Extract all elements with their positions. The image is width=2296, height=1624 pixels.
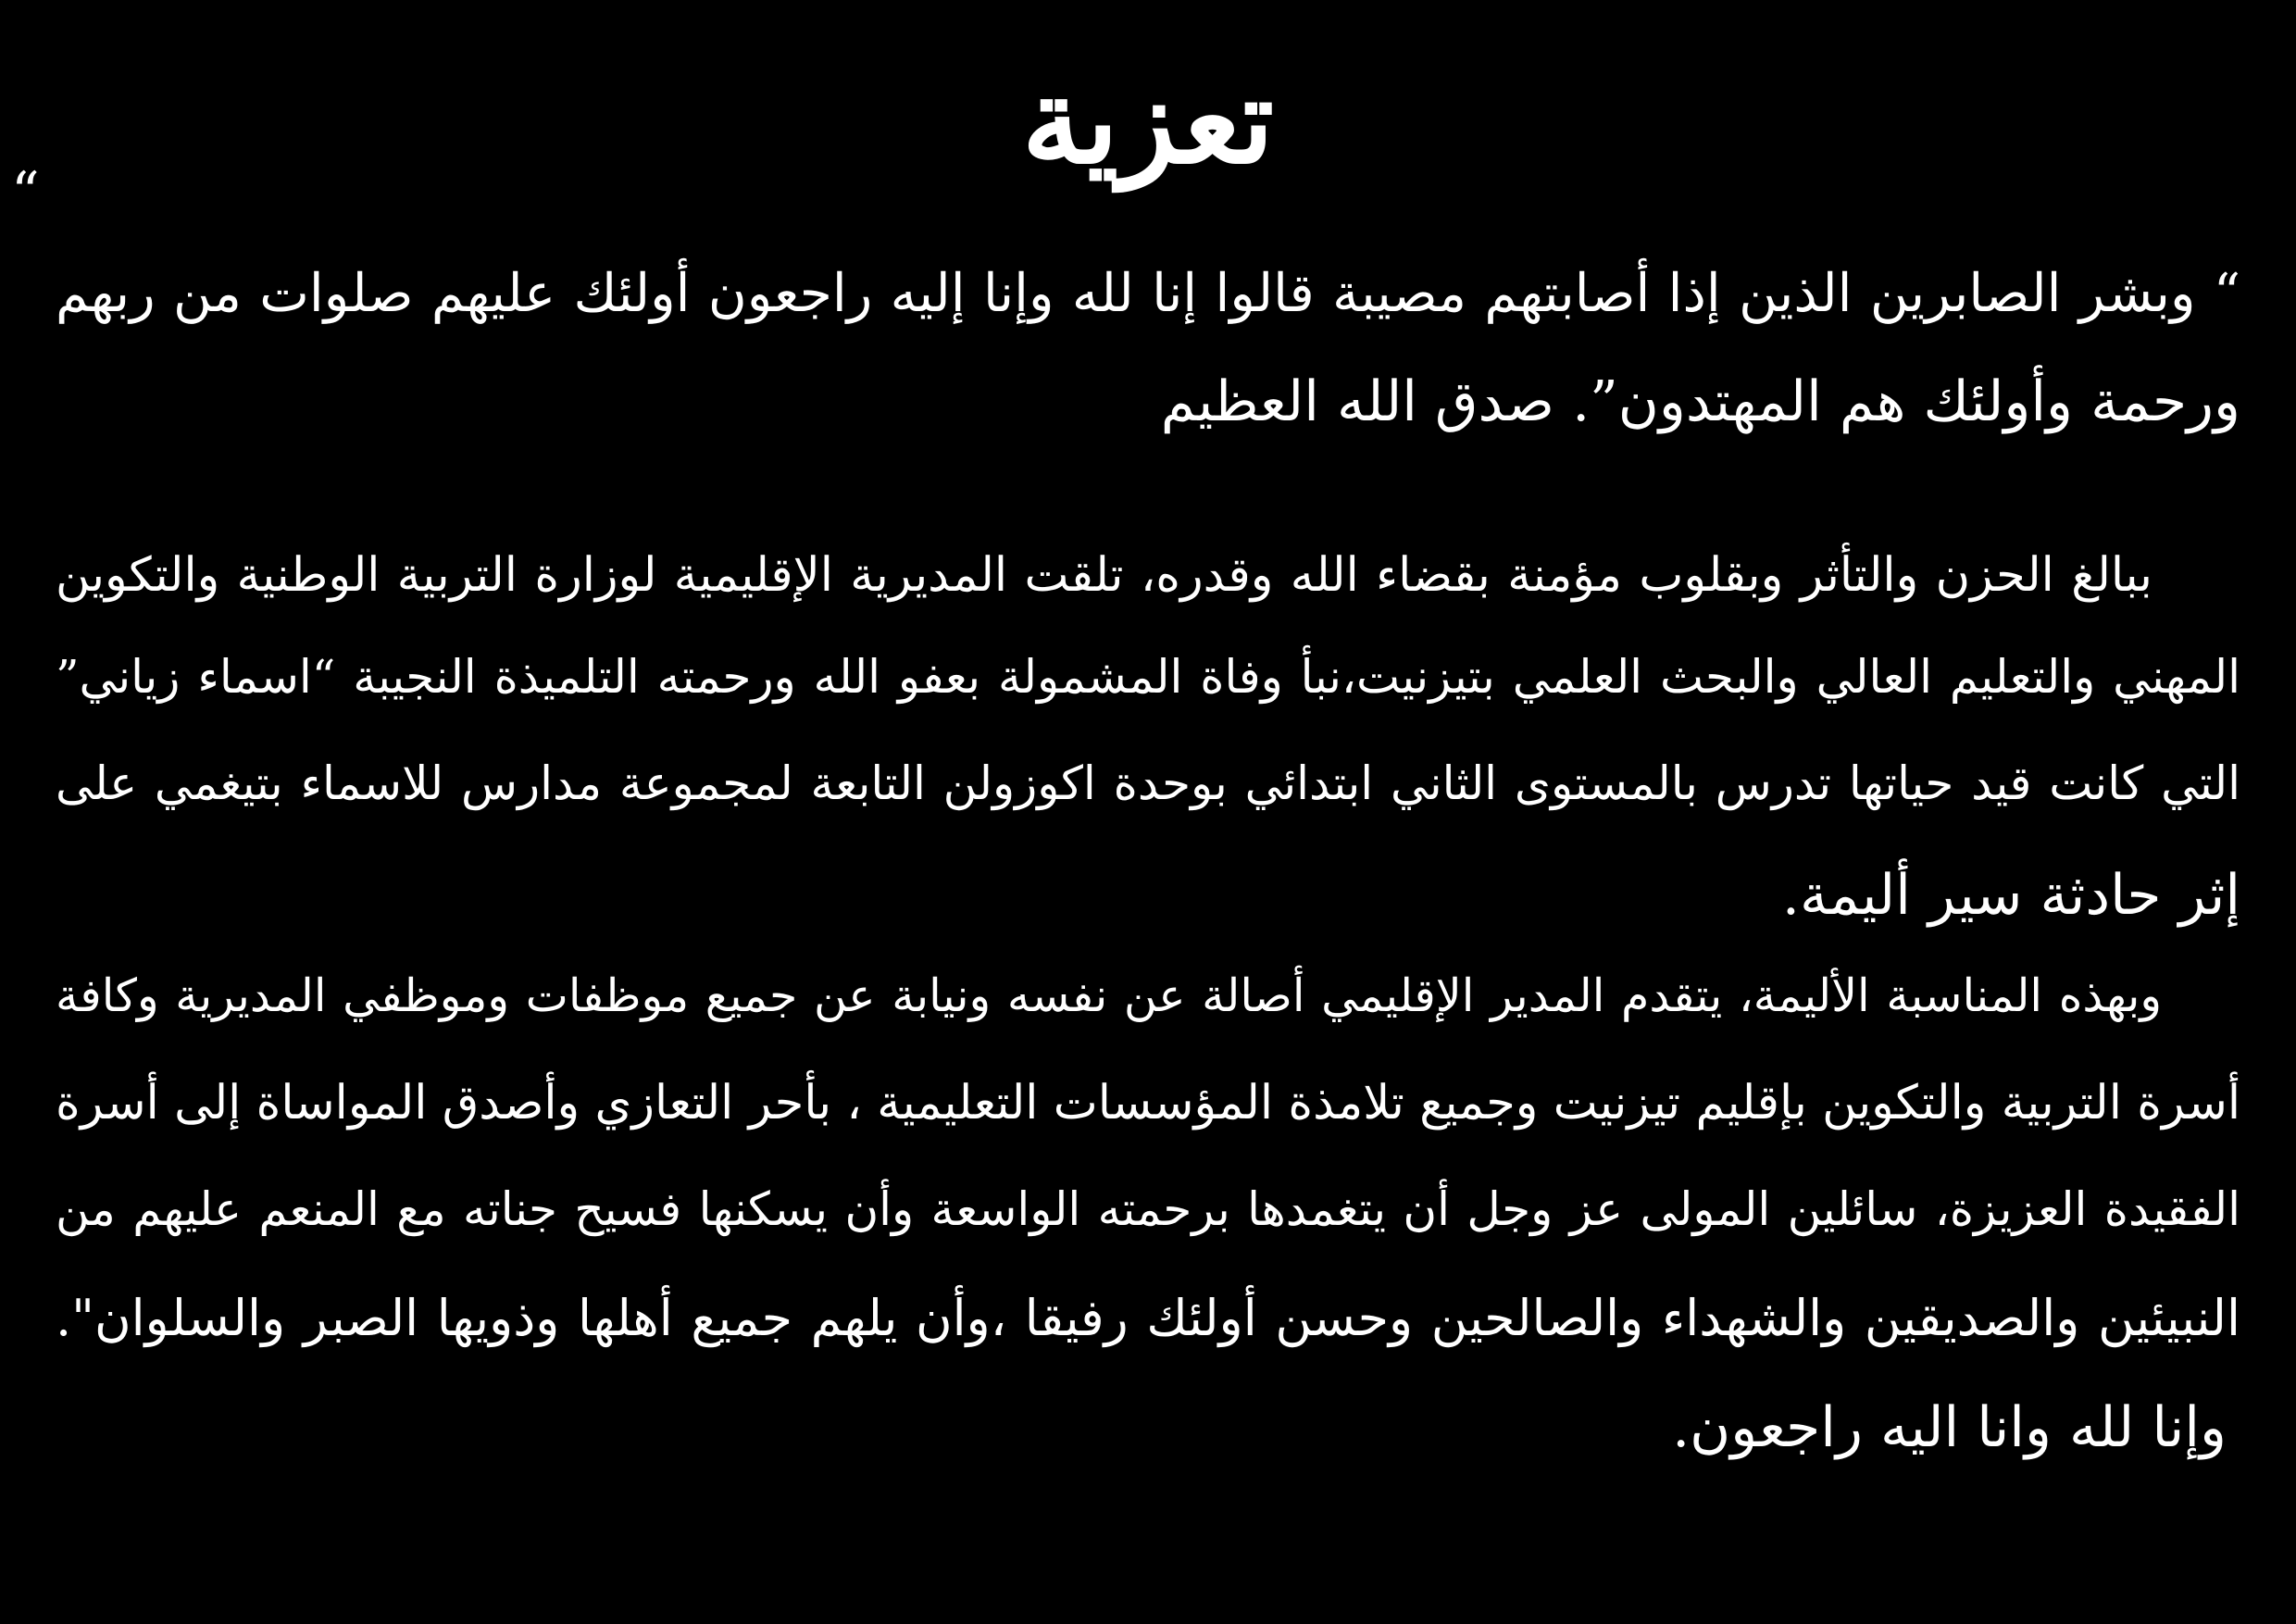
verse-line: ورحمة وأولئك هم المهتدون”. صدق الله العظيم <box>1160 369 2240 434</box>
verse-line: “ وبشر الصابرين الذين إذا أصابتهم مصيبة قالوا إنا لله وإنا إليه راجعون أولئك عليهم صلوات من ربهم <box>56 263 2240 324</box>
announcement-line: ببالغ الحزن والتأثر وبقلوب مؤمنة بقضاء الله وقدره، تلقت المديرية الإقليمية لوزارة التربية الوطنية والتكوين <box>56 548 2152 603</box>
announcement-line: التي كانت قيد حياتها تدرس بالمستوى الثاني ابتدائي بوحدة اكوزولن التابعة لمجموعة مدارس للاسماء بتيغمي على <box>56 756 2240 810</box>
condolence-line: أسرة التربية والتكوين بإقليم تيزنيت وجميع تلامذة المؤسسات التعليمية ، بأحر التعازي وأصدق المواساة إلى أسرة <box>56 1076 2241 1131</box>
condolence-line: وبهذه المناسبة الأليمة، يتقدم المدير الإقليمي أصالة عن نفسه ونيابة عن جميع موظفات وموظفي المديرية وكافة <box>56 969 2163 1022</box>
condolence-line: النبيئين والصديقين والشهداء والصالحين وحسن أولئك رفيقا ،وأن يلهم جميع أهلها وذويها الصبر والسلوان". <box>56 1289 2240 1347</box>
closing-line: وإنا لله وانا اليه راجعون. <box>1672 1395 2227 1460</box>
page-title: تعزية <box>1021 52 1275 191</box>
stray-quote-mark: “ <box>11 160 40 225</box>
announcement-line: المهني والتعليم العالي والبحث العلمي بتيزنيت،نبأ وفاة المشمولة بعفو الله ورحمته التلميذة النجيبة “اسماء زياني” <box>56 650 2240 704</box>
condolence-line: الفقيدة العزيزة، سائلين المولى عز وجل أن يتغمدها برحمته الواسعة وأن يسكنها فسيح جناته مع المنعم عليهم من <box>56 1182 2240 1236</box>
announcement-line: إثر حادثة سير أليمة. <box>1781 863 2240 928</box>
